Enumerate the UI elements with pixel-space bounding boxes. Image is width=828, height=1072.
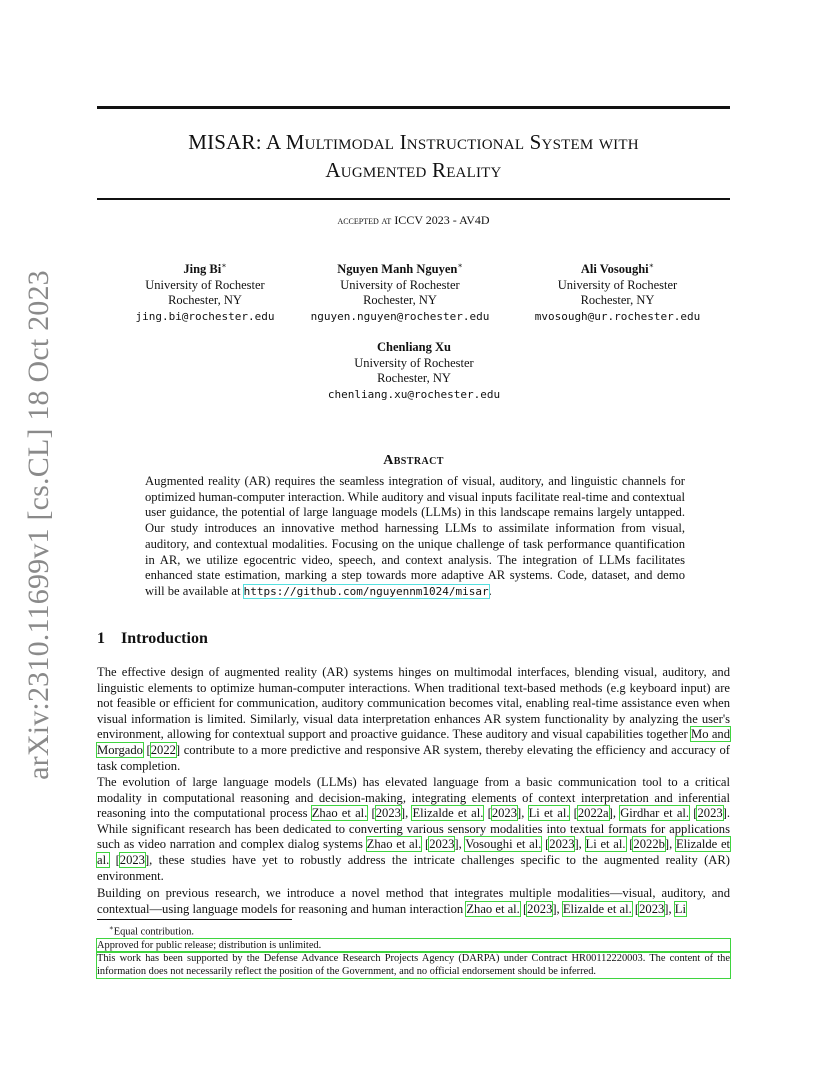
citation-link[interactable]: Zhao et al. xyxy=(466,901,520,916)
footnotes xyxy=(97,922,730,978)
footnote-funding: This work has been supported by the Defense Advance Research Projects Agency (DARPA) under Contract HR00112220003. The content of the information does not necessarily reflect the position of the Government, and no official endorsement should be inferred. xyxy=(97,952,730,978)
citation-year-link[interactable]: 2022b xyxy=(633,837,665,852)
footnote-rule xyxy=(97,919,292,920)
citation-link[interactable]: Girdhar et al. xyxy=(620,806,690,821)
author-location: Rochester, NY xyxy=(580,293,655,308)
author-email: nguyen.nguyen@rochester.edu xyxy=(310,309,490,323)
citation-year-link[interactable]: 2022a xyxy=(577,806,609,821)
arxiv-identifier-text: arXiv:2310.11699v1 [cs.CL] 18 Oct 2023 xyxy=(22,270,55,780)
citation-year-link[interactable]: 2023 xyxy=(119,852,145,867)
arxiv-identifier-watermark xyxy=(22,270,55,780)
author-block xyxy=(300,340,528,402)
citation-year-link[interactable]: 2023 xyxy=(491,806,518,821)
author-affiliation: University of Rochester xyxy=(354,355,474,370)
citation-year-link[interactable]: 2023 xyxy=(697,806,723,821)
citation-year-link[interactable]: 2023 xyxy=(639,901,665,916)
venue-prefix: accepted at xyxy=(337,215,392,227)
author-affiliation: University of Rochester xyxy=(145,277,265,292)
author-block xyxy=(120,258,290,324)
author-location: Rochester, NY xyxy=(377,371,451,385)
title-top-rule xyxy=(97,106,730,109)
venue-name: ICCV 2023 - AV4D xyxy=(394,213,490,227)
author-location: Rochester, NY xyxy=(363,293,437,308)
intro-paragraph-1: The effective design of augmented reality (AR) systems hinges on multimodal interfaces, blending visual, auditory, and linguistic elements to optimize human-computer interactions. When traditional text-based methods (e.g keyboard input) are not feasible or efficient for communication, auditory communication becomes vital, enabling real-time assistance even when visual information is limited. Similarly, visual data interpretation enhances AR system functionality by analyzing the user's environment, allowing for contextual support and proactive guidance. These auditory and visual capabilities together Mo and Morgado [2022] contribute to a more predictive and responsive AR system, thereby elevating the efficiency and accuracy of task completion. xyxy=(97,665,731,773)
title-line-2: Augmented Reality xyxy=(325,158,502,182)
title-bottom-rule xyxy=(97,198,730,200)
author-name: Ali Vosoughi∗ xyxy=(580,261,655,277)
footnote-equal-contribution: ∗Equal contribution. xyxy=(109,924,194,938)
abstract-heading: Abstract xyxy=(383,453,444,468)
citation-year-link[interactable]: 2023 xyxy=(549,837,575,852)
citation-year-link[interactable]: 2023 xyxy=(375,806,401,821)
citation-link[interactable]: Li et al. xyxy=(528,806,570,821)
author-name: Jing Bi∗ xyxy=(183,261,227,277)
citation-year-link[interactable]: 2023 xyxy=(527,901,553,916)
author-email: chenliang.xu@rochester.edu xyxy=(327,387,501,401)
citation-link[interactable]: Elizalde et al. xyxy=(97,837,731,867)
author-email: mvosough@ur.rochester.edu xyxy=(534,309,701,323)
citation-link[interactable]: Zhao et al. xyxy=(311,806,368,821)
citation-link[interactable]: Elizalde et al. xyxy=(412,806,484,821)
author-name: Nguyen Manh Nguyen∗ xyxy=(337,261,463,277)
citation-link[interactable]: Vosoughi et al. xyxy=(465,837,542,852)
citation-link[interactable]: Elizalde et al. xyxy=(562,901,632,916)
citation-link[interactable]: Mo and Morgado xyxy=(97,727,731,757)
abstract-body: Augmented reality (AR) requires the seamless integration of visual, auditory, and linguistic channels for optimized human-computer interaction. While auditory and visual inputs facilitate real-time and contextual user guidance, the potential of large language models (LLMs) in this landscape remains largely untapped. Our study introduces an innovative method harnessing LLMs to assimilate information from visual, auditory, and contextual modalities. Focusing on the unique challenge of task performance quantification in AR, we utilize egocentric video, speech, and context analysis. The integration of LLMs facilitates enhanced state estimation, marking a step towards more adaptive AR systems. Code, dataset, and demo will be available at https://github.com/nguyennm1024/misar. xyxy=(145,474,685,598)
author-name: Chenliang Xu xyxy=(377,340,451,354)
code-url-link[interactable]: https://github.com/nguyennm1024/misar xyxy=(243,584,489,598)
citation-year-link[interactable]: 2023 xyxy=(429,837,455,852)
citation-year-link[interactable]: 2022 xyxy=(150,742,176,757)
citation-link[interactable]: Li xyxy=(674,901,686,916)
intro-paragraph-3: Building on previous research, we introduce a novel method that integrates multiple modalities—visual, auditory, and contextual—using language models for reasoning and human interaction Zhao et al. [2023], Elizalde et al. [2023], Li xyxy=(97,886,730,916)
section-heading-introduction xyxy=(97,630,730,648)
author-email: jing.bi@rochester.edu xyxy=(135,309,275,323)
footnote-public-release: Approved for public release; distribution is unlimited. xyxy=(97,939,730,952)
section-title: Introduction xyxy=(121,630,208,647)
citation-link[interactable]: Li et al. xyxy=(585,837,626,852)
venue-note xyxy=(97,213,730,228)
author-affiliation: University of Rochester xyxy=(557,277,678,292)
intro-paragraph-2: The evolution of large language models (LLMs) has elevated language from a basic communication tool to a critical modality in computational reasoning and decision-making, integrating elements of context interpretation and inferential reasoning into the computational process Zhao et al. [2023], Elizalde et al. [2023], Li et al. [2022a], Girdhar et al. [2023]. While significant research has been dedicated to converting various sensory modalities into textual formats for applications such as video narration and complex dialog systems Zhao et al. [2023], Vosoughi et al. [2023], Li et al. [2022b], Elizalde et al. [2023], these studies have yet to robustly address the intricate challenges specific to the augmented reality (AR) environment. xyxy=(97,775,731,883)
author-location: Rochester, NY xyxy=(168,293,242,308)
citation-link[interactable]: Zhao et al. xyxy=(366,837,422,852)
title-line-1: MISAR: A Multimodal Instructional System with xyxy=(188,130,639,154)
author-block xyxy=(520,258,715,324)
author-block xyxy=(300,258,500,324)
author-affiliation: University of Rochester xyxy=(340,277,460,292)
section-number: 1 xyxy=(97,630,105,647)
paper-title xyxy=(97,128,730,184)
